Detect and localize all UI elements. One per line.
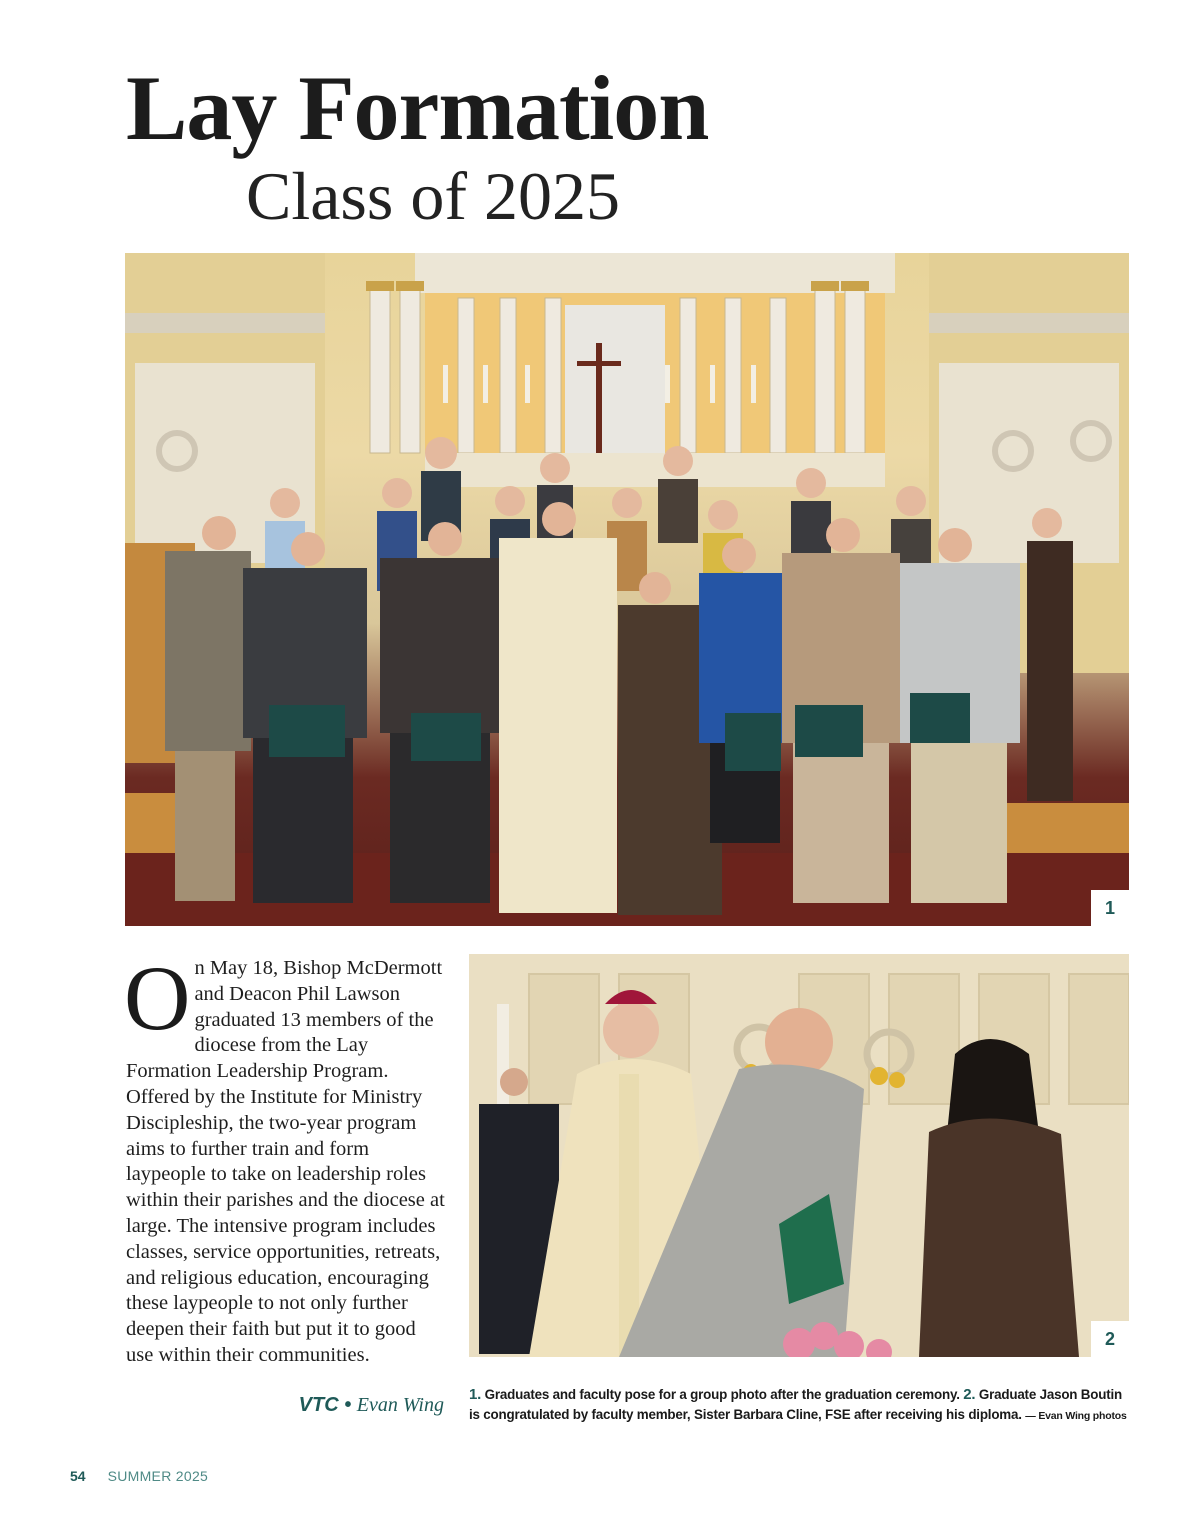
- caption-text-2: Graduate Jason Boutin is congratulated by faculty member, Sister Barbara Cline, FSE after receiving his diploma.: [469, 1387, 1122, 1422]
- byline-author: Evan Wing: [356, 1394, 444, 1416]
- group-photo-illustration: [125, 253, 1129, 926]
- page-number: 54: [70, 1468, 86, 1484]
- photo-number-badge: 2: [1091, 1321, 1129, 1357]
- issue-label: SUMMER 2025: [107, 1468, 209, 1484]
- photo-credit: — Evan Wing photos: [1025, 1410, 1127, 1422]
- article-body-text: n May 18, Bishop McDermott and Deacon Phil Lawson graduated 13 members of the diocese from the Lay Formation Leadership Program. Offered by the Institute for Ministry Discipleship, the two-year program aims to further train and form laypeople to take on leadership roles within their parishes and the diocese at large. The intensive program includes classes, service opportunities, retreats, and religious education, encouraging these laypeople to not only further deepen their faith but put it to good use within their communities.: [126, 957, 445, 1366]
- photo-number-badge: 1: [1091, 890, 1129, 926]
- caption-text-1: Graduates and faculty pose for a group photo after the graduation ceremony.: [481, 1387, 964, 1402]
- headline: Lay Formation: [126, 57, 709, 159]
- byline-separator: •: [338, 1394, 357, 1416]
- caption-number-1: 1.: [469, 1386, 482, 1403]
- caption-number-2: 2.: [963, 1386, 976, 1403]
- article-body: [124, 947, 446, 1369]
- byline-org: VTC: [298, 1394, 339, 1416]
- subheadline: Class of 2025: [246, 158, 620, 234]
- handshake-photo: [469, 954, 1129, 1357]
- drop-cap: O: [124, 947, 191, 1049]
- handshake-photo-illustration: [469, 954, 1129, 1357]
- page-footer: [70, 1468, 208, 1484]
- byline: [126, 1394, 444, 1417]
- group-photo: [125, 253, 1129, 926]
- photo-caption: [469, 1385, 1129, 1426]
